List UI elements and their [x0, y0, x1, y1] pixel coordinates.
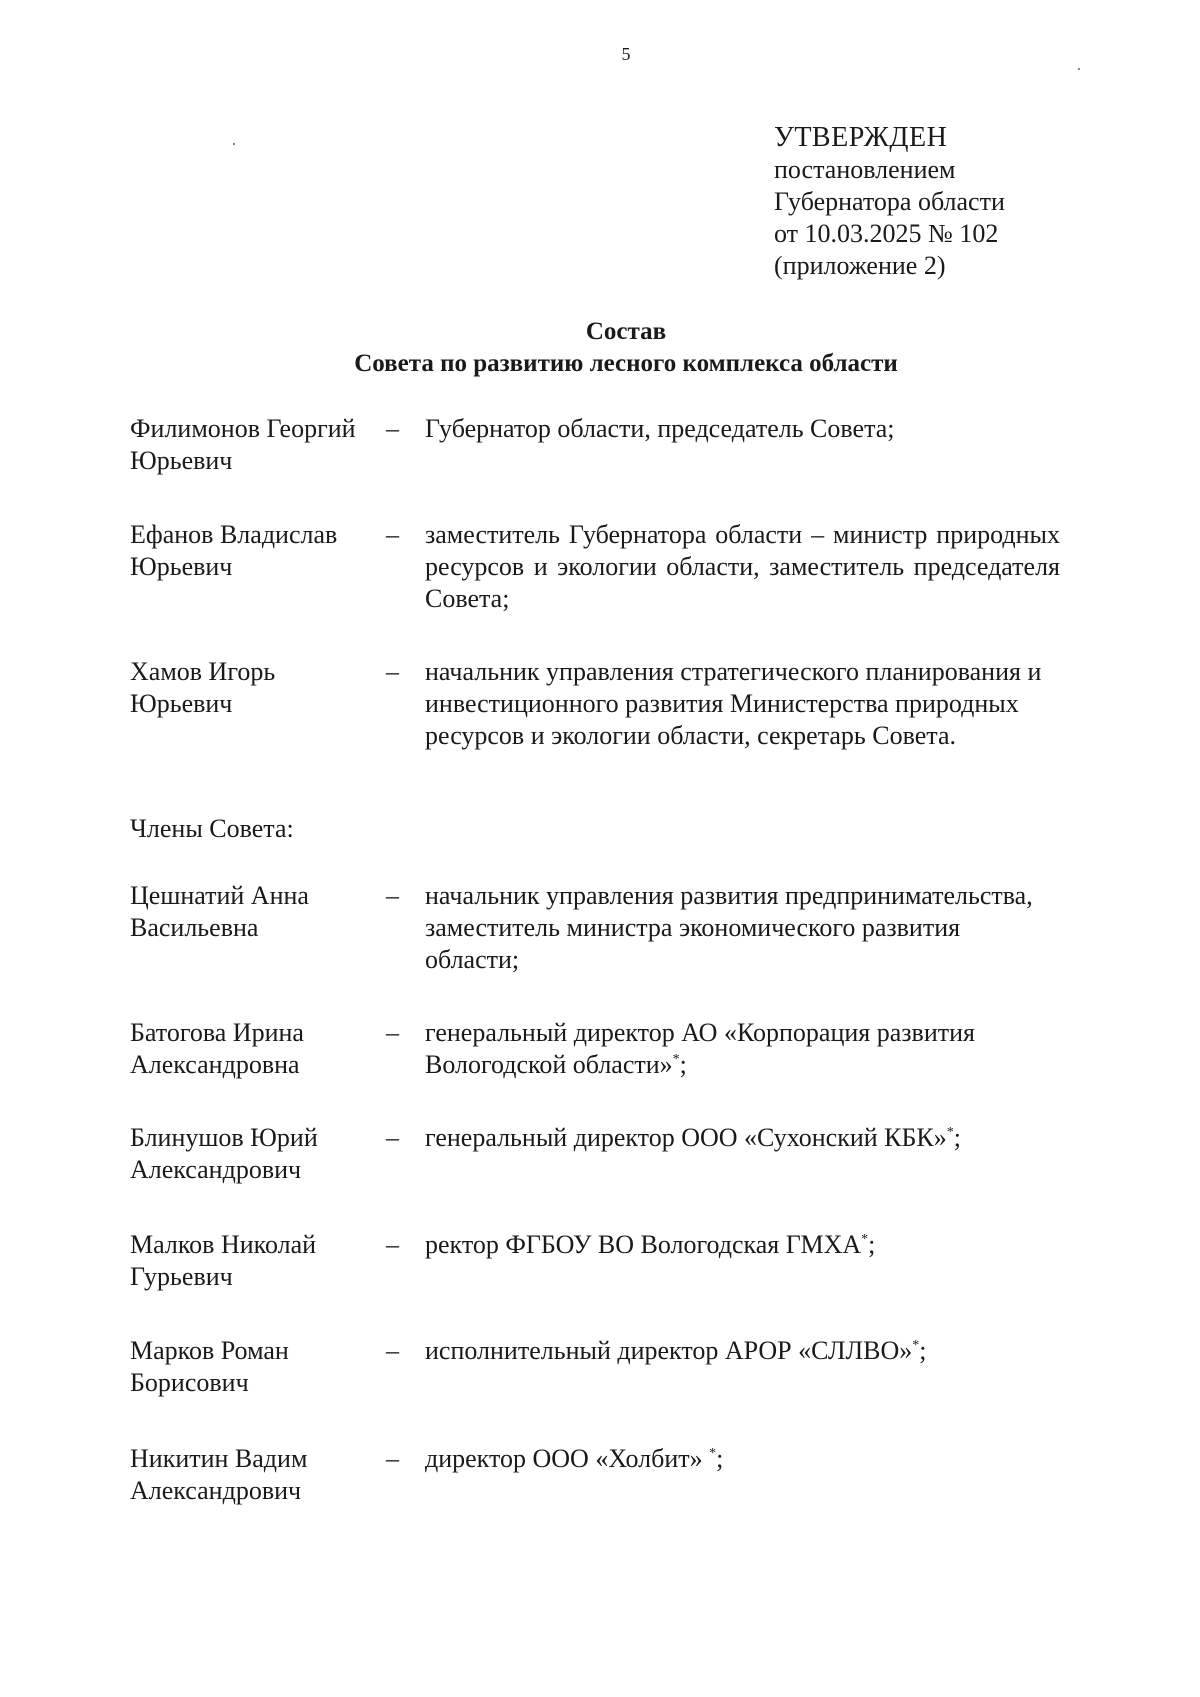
member-name: Марков Роман Борисович — [130, 1336, 289, 1397]
member-name: Батогова Ирина Александровна — [130, 1018, 304, 1079]
member-role: начальник управления стратегического планирования и инвестиционного развития Министерства природных ресурсов и экологии области, секретарь Совета. — [425, 657, 1042, 750]
member-name: Блинушов Юрий Александрович — [130, 1123, 318, 1184]
dash: – — [386, 1123, 399, 1152]
member-role — [425, 1122, 1060, 1154]
member-name: Ефанов Владислав Юрьевич — [130, 520, 338, 581]
role-tail: ; — [953, 1123, 961, 1152]
member-name: Филимонов Георгий Юрьевич — [130, 414, 356, 475]
dash: – — [386, 1336, 399, 1365]
dash: – — [386, 1444, 399, 1473]
title-line: Совета по развитию лесного комплекса области — [354, 350, 898, 377]
approval-stamp: УТВЕРЖДЕН — [774, 122, 948, 153]
footnote-mark: * — [672, 1052, 680, 1067]
dash: – — [386, 1230, 399, 1259]
approval-line: постановлением — [774, 155, 956, 184]
dash: – — [386, 1018, 399, 1047]
member-name: Хамов Игорь Юрьевич — [130, 657, 276, 718]
role-tail: ; — [919, 1336, 927, 1365]
title-line: Состав — [585, 318, 667, 345]
dash: – — [386, 414, 399, 443]
role-text: ректор ФГБОУ ВО Вологодская ГМХА — [425, 1230, 862, 1259]
member-role — [425, 1229, 1060, 1261]
member-role: начальник управления развития предпринимательства, заместитель министра экономического развития области; — [425, 881, 1033, 974]
page-number: 5 — [621, 44, 631, 64]
footnote-mark: * — [861, 1232, 869, 1247]
approval-line: от 10.03.2025 № 102 — [774, 219, 999, 248]
role-text: директор ООО «Холбит» — [425, 1444, 710, 1473]
role-tail: ; — [716, 1444, 724, 1473]
role-text: исполнительный директор АРОР «СЛЛВО» — [425, 1336, 913, 1365]
approval-block — [774, 122, 1005, 282]
members-heading: Члены Совета: — [130, 814, 294, 843]
dash: – — [386, 881, 399, 910]
member-name: Цешнатий Анна Васильевна — [130, 881, 309, 942]
approval-line: Губернатора области — [774, 187, 1005, 216]
role-text: генеральный директор ООО «Сухонский КБК» — [425, 1123, 947, 1152]
member-name: Никитин Вадим Александрович — [130, 1444, 308, 1505]
member-role: заместитель Губернатора области – министр природных ресурсов и экологии области, заместитель председателя Совета; — [425, 520, 1060, 613]
role-tail: ; — [868, 1230, 876, 1259]
role-tail: ; — [679, 1050, 687, 1079]
scan-speck — [1078, 68, 1080, 70]
footnote-mark: * — [709, 1446, 717, 1461]
footnote-mark: * — [912, 1338, 920, 1353]
dash: – — [386, 520, 399, 549]
member-role: Губернатор области, председатель Совета; — [425, 414, 895, 443]
document-title — [0, 316, 1200, 380]
role-text: генеральный директор АО «Корпорация развития Вологодской области» — [425, 1018, 975, 1079]
dash: – — [386, 657, 399, 686]
approval-line: (приложение 2) — [774, 251, 946, 280]
member-role — [425, 1017, 1060, 1081]
scan-speck — [233, 143, 235, 145]
member-name: Малков Николай Гурьевич — [130, 1230, 317, 1291]
member-role — [425, 1335, 1060, 1367]
member-role — [425, 1443, 1060, 1475]
footnote-mark: * — [946, 1125, 954, 1140]
